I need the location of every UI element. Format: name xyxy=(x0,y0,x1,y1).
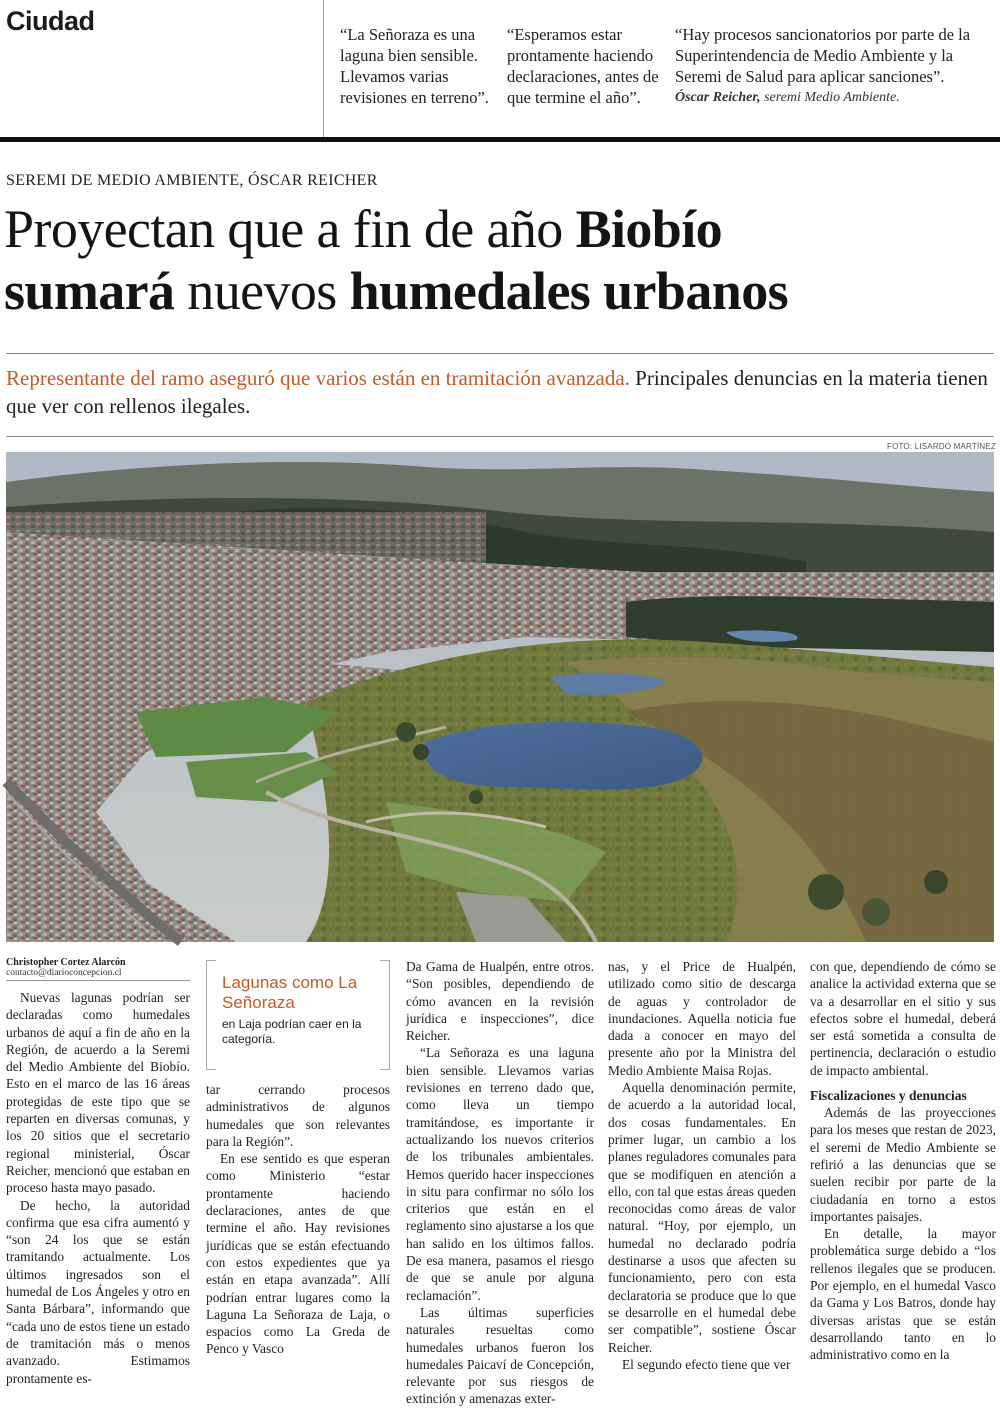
paragraph: De hecho, la autoridad confirma que esa cifra aumentó y “son 24 los que se están tramitando actualmente. Los últimos ingresados son el humedal de Los Ángeles y otro en Santa Bárbara”, informando que “cada uno de estos tiene un estado de tramitación más o menos avanzado. Estimamos prontamente es- xyxy=(6,1197,190,1386)
deck-accent: Representante del ramo aseguró que varios están en tramitación avanzada. xyxy=(6,366,630,390)
aerial-photo-illustration xyxy=(6,452,994,942)
paragraph: con que, dependiendo de cómo se analice la actividad externa que se va a desarrollar en el sitio y sus efectos sobre el humedal, deberá ser está sometida a consulta de pertinencia, declaración o estudio de impacto ambiental. xyxy=(810,959,996,1078)
aerial-photo xyxy=(6,452,994,942)
quote-attribution xyxy=(675,90,900,106)
sidebar-title: Lagunas como La Señoraza xyxy=(222,973,358,1012)
headline-part-1: Proyectan que a fin de año xyxy=(4,199,576,259)
headline xyxy=(4,198,999,322)
photo-credit: FOTO: LISARDO MARTÍNEZ xyxy=(886,442,996,451)
article-column-3 xyxy=(406,958,594,1408)
paragraph: Además de las proyecciones para los meses que restan de 2023, el seremi de Medio Ambiente se refirió a las denuncias que se suelen recibir por parte de la ciudadanía en torno a estos importantes paisajes. xyxy=(810,1105,996,1224)
paragraph: Da Gama de Hualpén, entre otros. “Son posibles, dependiendo de cómo avancen en la revisión jurídica e inspecciones”, dice Reicher. xyxy=(406,959,594,1044)
paragraph: En detalle, la mayor problemática surge debido a “los rellenos ilegales que se producen. Por ejemplo, en el humedal Vasco da Gama y Los Batros, donde hay diversas aristas que se están desarrollando tanto en lo administrativo como en la xyxy=(810,1226,996,1363)
section-label: Ciudad xyxy=(6,6,95,36)
paragraph: Aquella denominación permite, de acuerdo a la autoridad local, dos cosas fundamentales. En primer lugar, un cambio a los planes reguladores comunales para que se modifiquen en atención a ello, con tal que estas áreas queden reconocidas como áreas de valor natural. “Hoy, por ejemplo, un humedal no declarado podría destinarse a usos que afecten su funcionamiento, pero con esta declaratoria se produce que lo que se desarrolle en el humedal debe ser compatible”, sostiene Óscar Reicher. xyxy=(608,1080,796,1355)
deck-rule-top xyxy=(6,353,994,354)
deck xyxy=(6,364,996,420)
deck-rest: Principales denuncias en la materia tienen que ver con rellenos ilegales. xyxy=(6,366,988,418)
paragraph: Nuevas lagunas podrían ser declaradas como humedales urbanos de aquí a fin de año en la Región, de acuerdo a la Seremi del Medio Ambiente del Biobío. Esto en el marco de las 16 áreas protegidas de este tipo que se reparten en diversas comunas, y los 20 sitios que el secretario regional ministerial, Óscar Reicher, mencionó que estaban en proceso hasta mayo pasado. xyxy=(6,990,190,1196)
sidebar-bracket-left xyxy=(206,960,216,1070)
article-column-5 xyxy=(810,958,996,1364)
article-column-2 xyxy=(206,1081,390,1358)
quote-attribution-name: Óscar Reicher, xyxy=(675,90,761,105)
headline-bold-2: sumará xyxy=(4,261,175,321)
deck-rule-bottom xyxy=(6,436,994,437)
paragraph: “La Señoraza es una laguna bien sensible. Llevamos varias revisiones en terreno dado que, como lleva un tiempo tramitándose, es importante ir actualizando los nuevos criterios de los tribunales ambientales. Hemos querido hacer inspecciones in situ para confirmar no sólo los criterios que están en el reglamento sino ajustarse a los que han salido en los últimos fallos. De esa manera, pasamos el riesgo de que se anule por alguna reclamación”. xyxy=(406,1045,594,1303)
header-divider xyxy=(323,0,324,137)
byline-name: Christopher Cortez Alarcón xyxy=(6,957,126,968)
paragraph: Las últimas superficies naturales resueltas como humedales urbanos fueron los humedales Paicaví de Concepción, relevante por sus riesgos de extinción y amenazas exter- xyxy=(406,1304,594,1407)
paragraph: nas, y el Price de Hualpén, utilizado como sitio de descarga de aguas y controlador de inundaciones. Aquella noticia fue dada a conocer en mayo del presente año por la Ministra del Medio Ambiente Maisa Rojas. xyxy=(608,959,796,1078)
sidebar-box xyxy=(206,960,390,1070)
quote-attribution-role: seremi Medio Ambiente. xyxy=(764,90,900,105)
article-column-4 xyxy=(608,958,796,1373)
kicker: SEREMI DE MEDIO AMBIENTE, ÓSCAR REICHER xyxy=(6,172,378,189)
headline-bold-1: Biobío xyxy=(575,199,723,259)
sidebar-text: en Laja podrían caer en la categoría. xyxy=(222,1017,362,1046)
subheading: Fiscalizaciones y denuncias xyxy=(810,1088,967,1104)
pull-quote-3: “Hay procesos sancionatorios por parte de la Superintendencia de Medio Ambiente y la Seremi de Salud para aplicar sanciones”. xyxy=(675,25,971,86)
headline-part-2: nuevos xyxy=(174,261,350,321)
pull-quote-1: “La Señoraza es una laguna bien sensible. Llevamos varias revisiones en terreno”. xyxy=(340,25,489,107)
headline-bold-3: humedales urbanos xyxy=(349,261,789,321)
byline-rule xyxy=(6,980,190,981)
header-rule xyxy=(0,137,1000,142)
pull-quote-2: “Esperamos estar prontamente haciendo declaraciones, antes de que termine el año”. xyxy=(507,25,659,107)
paragraph: En ese sentido es que esperan como Ministerio “estar prontamente haciendo declaraciones, antes de que termine el año. Hay revisiones jurídicas que se están efectuando con estos expedientes que ya están en etapa avanzada”. Allí podrían entrar lugares como la Laguna La Señoraza de Laja, o espacios como La Greda de Penco y Vasco xyxy=(206,1151,390,1357)
paragraph: tar cerrando procesos administrativos de algunos humedales que son relevantes para la Región”. xyxy=(206,1082,390,1149)
article-column-1 xyxy=(6,989,190,1387)
byline-email[interactable]: contacto@diarioconcepcion.cl xyxy=(6,968,122,978)
paragraph: El segundo efecto tiene que ver xyxy=(622,1356,791,1372)
